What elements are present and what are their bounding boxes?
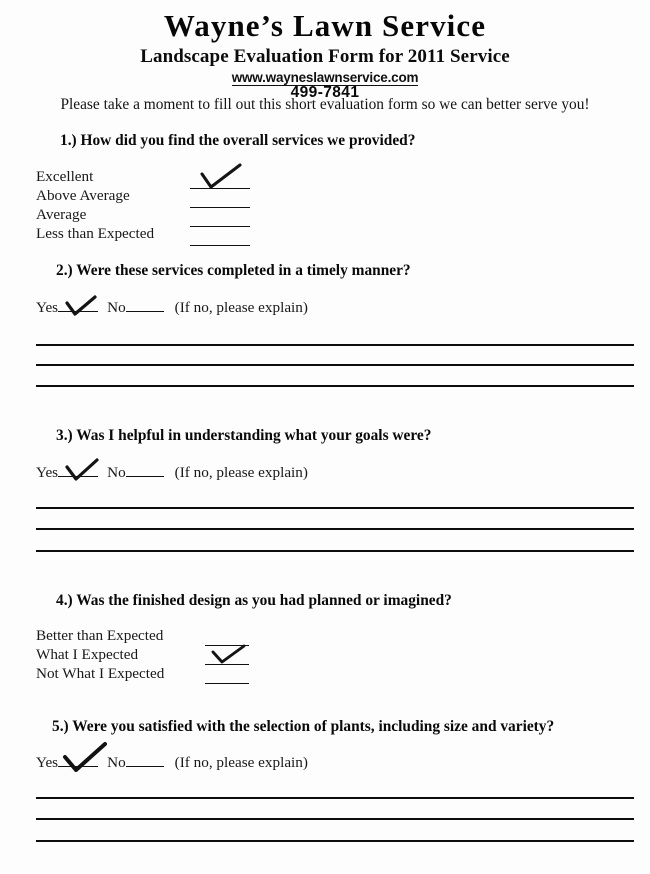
q3-yes-label: Yes (36, 464, 59, 481)
q3-answer-rule-3[interactable] (36, 550, 634, 552)
q2-yesno-row (36, 299, 308, 317)
q3-no-blank[interactable] (126, 476, 164, 477)
q4-option-line-better-than-expected[interactable] (205, 645, 249, 646)
q1-option-line-excellent[interactable] (190, 188, 250, 189)
q5-no-label: No (107, 754, 126, 771)
question-4-text: 4.) Was the finished design as you had planned or imagined? (56, 592, 452, 609)
q3-explain-note: (If no, please explain) (174, 464, 308, 481)
q3-answer-rule-1[interactable] (36, 507, 634, 509)
q2-answer-rule-2[interactable] (36, 364, 634, 366)
q2-yes-blank[interactable] (58, 311, 98, 312)
q3-no-label: No (107, 464, 126, 481)
form-instructions: Please take a moment to fill out this short evaluation form so we can better serve you! (60, 96, 590, 113)
q4-checkmark-what-i-expected (211, 645, 247, 665)
question-3-text: 3.) Was I helpful in understanding what your goals were? (56, 427, 432, 444)
q4-option-label-what-i-expected: What I Expected (36, 646, 139, 663)
q1-option-line-less-than-expected[interactable] (190, 245, 250, 246)
q3-yes-blank[interactable] (58, 476, 98, 477)
question-2-text: 2.) Were these services completed in a timely manner? (56, 262, 411, 279)
q2-yes-label: Yes (36, 299, 59, 316)
q5-no-blank[interactable] (126, 766, 164, 767)
q2-answer-rule-1[interactable] (36, 344, 634, 346)
q4-option-line-not-what-i-expected[interactable] (205, 683, 249, 684)
q4-option-label-better-than-expected: Better than Expected (36, 627, 164, 644)
q1-option-label-less-than-expected: Less than Expected (36, 225, 155, 242)
q2-no-blank[interactable] (126, 311, 164, 312)
question-1-text: 1.) How did you find the overall services we provided? (60, 132, 416, 149)
q1-option-line-average[interactable] (190, 226, 250, 227)
q2-explain-note: (If no, please explain) (174, 299, 308, 316)
q4-option-label-not-what-i-expected: Not What I Expected (36, 665, 165, 682)
q5-answer-rule-1[interactable] (36, 797, 634, 799)
website-url[interactable] (0, 70, 650, 85)
website-url-text: www.wayneslawnservice.com (231, 70, 419, 85)
q5-answer-rule-2[interactable] (36, 818, 634, 820)
q1-option-label-average: Average (36, 206, 87, 223)
company-title: Wayne’s Lawn Service (163, 8, 487, 43)
q1-option-label-above-average: Above Average (36, 187, 130, 204)
q2-answer-rule-3[interactable] (36, 385, 634, 387)
q1-option-line-above-average[interactable] (190, 207, 250, 208)
q2-no-label: No (107, 299, 126, 316)
q1-option-label-excellent: Excellent (36, 168, 94, 185)
question-5-text: 5.) Were you satisfied with the selection of plants, including size and variety? (52, 718, 555, 735)
q5-explain-note: (If no, please explain) (174, 754, 308, 771)
q5-yes-blank[interactable] (58, 766, 98, 767)
phone-number: 499-7841 (290, 84, 360, 101)
q1-checkmark-excellent (200, 163, 246, 191)
q4-option-line-what-i-expected[interactable] (205, 664, 249, 665)
q5-yes-label: Yes (36, 754, 59, 771)
q5-yesno-row (36, 754, 308, 772)
q3-yesno-row (36, 464, 308, 482)
q3-answer-rule-2[interactable] (36, 528, 634, 530)
q5-answer-rule-3[interactable] (36, 840, 634, 842)
form-subtitle: Landscape Evaluation Form for 2011 Service (140, 46, 510, 67)
